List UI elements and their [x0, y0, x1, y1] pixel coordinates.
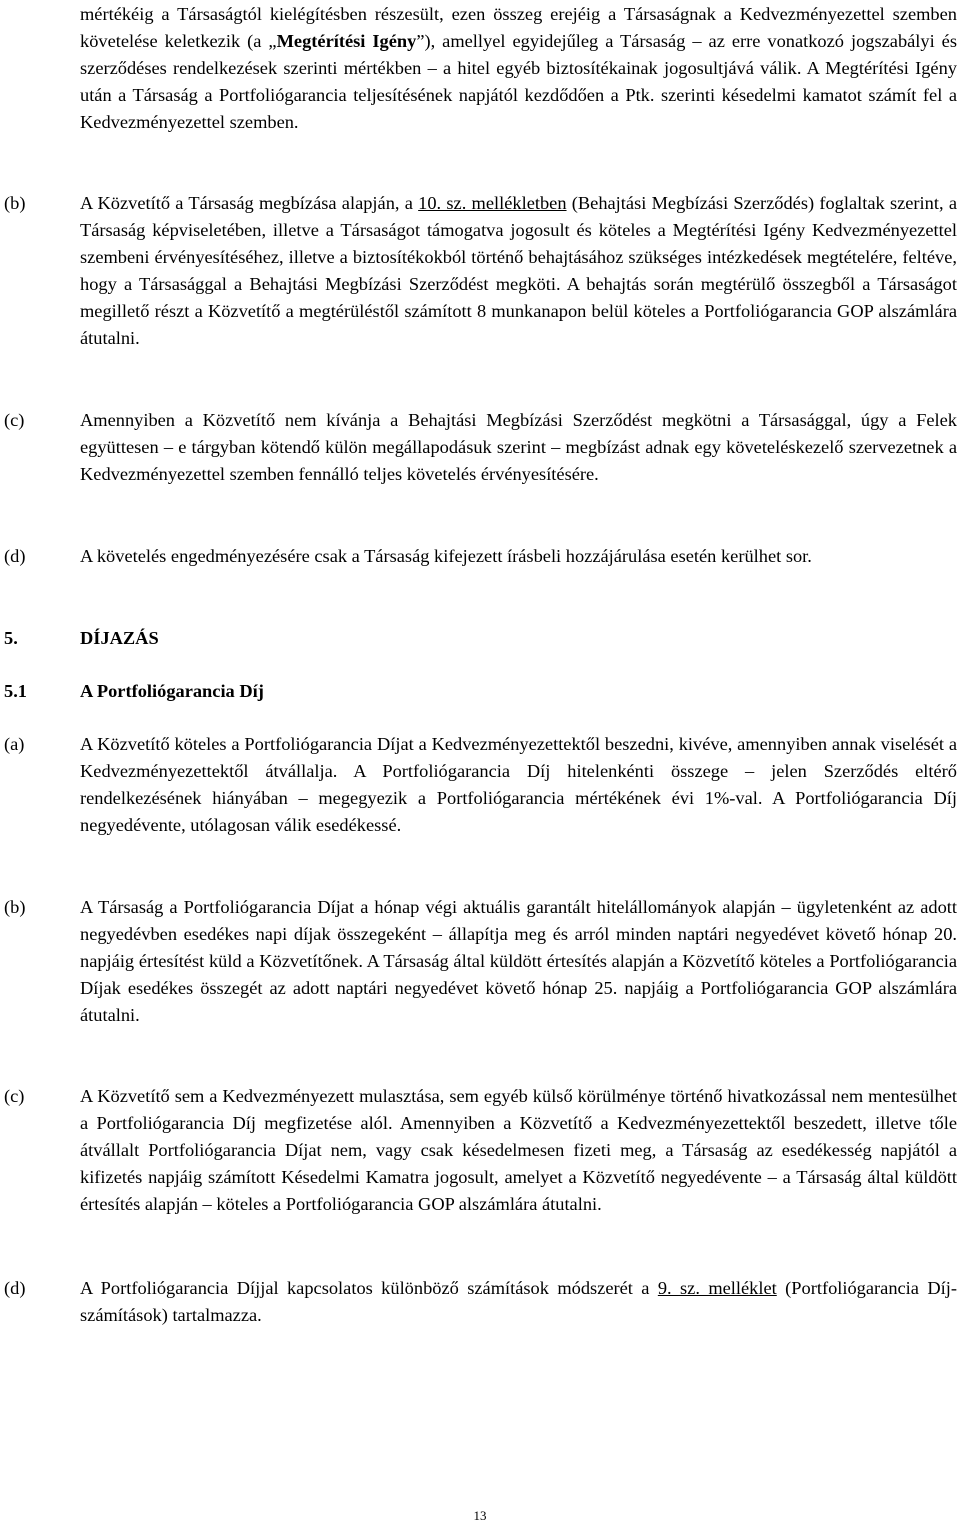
annex-9-reference: 9. sz. melléklet	[657, 1278, 777, 1298]
clause-5-1a-text: A Közvetítő köteles a Portfoliógarancia Díjat a Kedvezményezettektől beszedni, kivéve, amennyiben annak viselését a Kedvezményezettektől átvállalja. A Portfoliógarancia Díj hitelenkénti összege – jelen Szerződés eltérő rendelkezésének hiányában – megegyezik a Portfoliógarancia mértékének évi 1%-val. A Portfoliógarancia Díj negyedévente, utólagosan válik esedékessé.	[80, 734, 957, 835]
clause-5-1b-text: A Társaság a Portfoliógarancia Díjat a hónap végi aktuális garantált hitelállományok alapján – ügyletenként az adott negyedévben esedékes napi díjak összegeként – állapítja meg és arról minden naptári negyedévet követő hónap 20. napjáig értesítést küld a Közvetítőnek. A Társaság által küldött értesítés alapján a Közvetítő köteles a Portfoliógarancia Díjak esedékes összegét az adott naptári negyedévet követő hónap 25. napjáig a Portfoliógarancia GOP alszámlára átutalni.	[80, 897, 957, 1025]
clause-5-1a-label: (a)	[4, 734, 25, 754]
annex-10-reference: 10. sz. mellékletben	[418, 193, 567, 213]
clause-5-1d-text-part1: A Portfoliógarancia Díjjal kapcsolatos különböző számítások módszerét a	[80, 1278, 658, 1298]
clause-4b-text	[80, 190, 957, 352]
intro-text-part2: ”), amellyel egyidejűleg a Társaság – az erre vonatkozó jogszabályi és szerződéses rendelkezések szerinti mértékben – a hitel egyéb biztosítékainak jogosultjává válik. A Megtérítési Igény után a Társaság a Portfoliógarancia teljesítésének napjától kezdődően a Ptk. szerinti késedelmi kamatot számít fel a Kedvezményezettel szemben.	[80, 31, 958, 132]
page-number: 13	[473, 1508, 487, 1523]
intro-text-part1: mértékéig a Társaságtól kielégítésben részesült, ezen összeg erejéig a Társaságnak a Kedvezményezettel szemben követelése keletkezik (a „	[80, 4, 957, 51]
clause-5-1d-text	[80, 1275, 957, 1329]
section-5-title: DÍJAZÁS	[80, 628, 159, 648]
clause-5-1c-text: A Közvetítő sem a Kedvezményezett mulasztása, sem egyéb külső körülménye történő hivatkozással nem mentesülhet a Portfoliógarancia Díj megfizetése alól. Amennyiben a Közvetítő a Kedvezményezettektől beszedett, illetve tőle átvállalt Portfoliógarancia Díjat nem, vagy csak késedelmesen fizeti meg, a Társaság az esedékesség napjától a kifizetés napjáig számított Késedelmi Kamatra jogosult, amelyet a Közvetítő negyedévente – a Társaság által küldött értesítés alapján – köteles a Portfoliógarancia GOP alszámlára átutalni.	[80, 1086, 957, 1214]
clause-4b-text-part1: A Közvetítő a Társaság megbízása alapján, a	[80, 193, 419, 213]
clause-4c-label: (c)	[4, 410, 25, 430]
clause-5-1d-label: (d)	[4, 1278, 26, 1298]
section-5-1-number: 5.1	[4, 681, 27, 701]
intro-term-megteritesi-igeny: Megtérítési Igény	[276, 31, 417, 51]
clause-5-1b-label: (b)	[4, 897, 26, 917]
clause-4b-label: (b)	[4, 193, 26, 213]
clause-5-1d-text-part2: (Portfoliógarancia Díj-számítások) tartalmazza.	[80, 1278, 957, 1325]
section-5-1-title: A Portfoliógarancia Díj	[80, 681, 264, 701]
clause-4d-label: (d)	[4, 546, 26, 566]
clause-4c-text: Amennyiben a Közvetítő nem kívánja a Behajtási Megbízási Szerződést megkötni a Társasággal, úgy a Felek együttesen – e tárgyban kötendő külön megállapodásuk szerint – megbízást adnak egy követeléskezelő szervezetnek a Kedvezményezettel szemben fennálló teljes követelés érvényesítésére.	[80, 410, 957, 484]
clause-4d-text: A követelés engedményezésére csak a Társaság kifejezett írásbeli hozzájárulása esetén kerülhet sor.	[80, 546, 812, 566]
clause-4b-text-part2: (Behajtási Megbízási Szerződés) foglaltak szerint, a Társaság képviseletében, illetve a Társaságot támogatva jogosult és köteles a Megtérítési Igény Kedvezményezettel szembeni érvényesítéséhez, illetve a biztosítékokból történő behajtásához szükséges intézkedések megtételére, feltéve, hogy a Társasággal a Behajtási Megbízási Szerződést megköti. A behajtás során megtérülő összegből a Társaságot megillető részt a Közvetítő a megtérüléstől számított 8 munkanapon belül köteles a Portfoliógarancia GOP alszámlára átutalni.	[80, 193, 957, 348]
intro-text	[80, 1, 957, 136]
section-5-number: 5.	[4, 628, 18, 648]
clause-5-1c-label: (c)	[4, 1086, 25, 1106]
